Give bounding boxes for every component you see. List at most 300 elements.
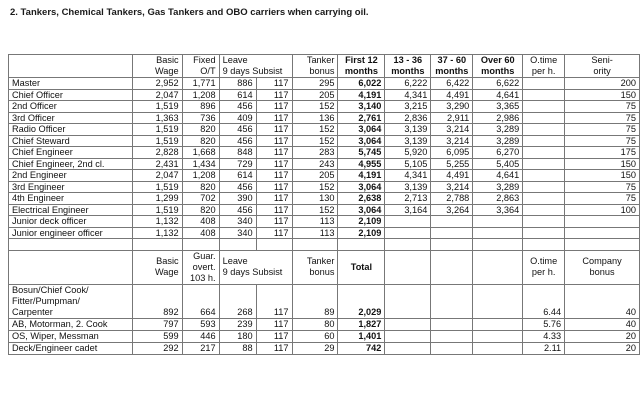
guar-overt-cell: 664: [182, 284, 219, 318]
leave-cell: 456: [219, 204, 256, 216]
rank-cell: Junior engineer officer: [9, 227, 133, 239]
otime-cell: [523, 135, 565, 147]
total-cell: 742: [338, 342, 385, 354]
header-basic-wage: [132, 55, 182, 78]
months-13-36-cell: 2,836: [385, 112, 431, 124]
leave-cell: 239: [219, 318, 256, 330]
fixed-ot-cell: 736: [182, 112, 219, 124]
otime-cell: [523, 78, 565, 90]
table-row: [9, 342, 640, 354]
leave-cell: 848: [219, 147, 256, 159]
rank-cell: Chief Engineer, 2nd cl.: [9, 158, 133, 170]
empty-cell: [431, 284, 473, 318]
months-37-60-cell: 2,788: [431, 193, 473, 205]
over-60-cell: 3,289: [473, 135, 523, 147]
table-row: [9, 112, 640, 124]
spacer-cell: [292, 239, 338, 251]
first-12-cell: 2,109: [338, 227, 385, 239]
otime-cell: 5.76: [523, 318, 565, 330]
rank-line: Bosun/Chief Cook/: [12, 284, 89, 295]
header-text: Basic: [156, 55, 179, 65]
spacer-cell: [523, 239, 565, 251]
seniority-cell: 75: [565, 112, 640, 124]
header-text: ority: [593, 66, 611, 76]
header-text: months: [391, 66, 425, 76]
leave-cell: 456: [219, 101, 256, 113]
subsist-cell: 117: [256, 193, 292, 205]
over-60-cell: 4,641: [473, 89, 523, 101]
subsist-cell: 117: [256, 284, 292, 318]
basic-wage-cell: 1,519: [132, 124, 182, 136]
header-text: 37 - 60: [437, 55, 467, 65]
basic-wage-cell: 1,132: [132, 216, 182, 228]
first-12-cell: 6,022: [338, 78, 385, 90]
tanker-bonus-cell: 243: [292, 158, 338, 170]
table-row: [9, 101, 640, 113]
basic-wage-cell: 2,047: [132, 170, 182, 182]
table-row: [9, 89, 640, 101]
guar-overt-cell: 217: [182, 342, 219, 354]
otime-cell: [523, 147, 565, 159]
header-tanker-bonus: [292, 55, 338, 78]
subsist-cell: 117: [256, 318, 292, 330]
header-text: O/T: [200, 66, 216, 76]
header-otime: [523, 55, 565, 78]
tanker-bonus-cell: 152: [292, 181, 338, 193]
tanker-bonus-cell: 283: [292, 147, 338, 159]
months-37-60-cell: [431, 216, 473, 228]
header-text: First 12: [345, 55, 378, 65]
basic-wage-cell: 2,431: [132, 158, 182, 170]
header-guar-overt: [182, 250, 219, 284]
seniority-cell: 150: [565, 89, 640, 101]
company-bonus-cell: 20: [565, 330, 640, 342]
empty-cell: [473, 330, 523, 342]
header-row: [9, 250, 640, 284]
header-text: per h.: [531, 267, 556, 277]
leave-cell: 614: [219, 170, 256, 182]
fixed-ot-cell: 1,208: [182, 89, 219, 101]
subsist-cell: 117: [256, 170, 292, 182]
seniority-cell: 75: [565, 181, 640, 193]
months-37-60-cell: 4,491: [431, 89, 473, 101]
header-first-12-months: [338, 55, 385, 78]
basic-wage-cell: 2,828: [132, 147, 182, 159]
months-37-60-cell: 3,264: [431, 204, 473, 216]
empty-cell: [473, 284, 523, 318]
otime-cell: 2.11: [523, 342, 565, 354]
company-bonus-cell: 20: [565, 342, 640, 354]
spacer-cell: [132, 239, 182, 251]
subsist-cell: 117: [256, 181, 292, 193]
header-leave: [219, 55, 292, 78]
leave-cell: 729: [219, 158, 256, 170]
months-13-36-cell: 3,164: [385, 204, 431, 216]
first-12-cell: 3,140: [338, 101, 385, 113]
seniority-cell: 150: [565, 170, 640, 182]
table-row: [9, 78, 640, 90]
months-13-36-cell: 4,341: [385, 89, 431, 101]
empty-cell: [385, 330, 431, 342]
header-37-60-months: [431, 55, 473, 78]
over-60-cell: 3,364: [473, 204, 523, 216]
spacer-cell: [431, 239, 473, 251]
header-text: Wage: [154, 267, 179, 277]
over-60-cell: 4,641: [473, 170, 523, 182]
spacer-cell: [219, 239, 256, 251]
table-row: [9, 135, 640, 147]
table-row: [9, 181, 640, 193]
months-37-60-cell: 6,422: [431, 78, 473, 90]
empty-cell: [385, 342, 431, 354]
tanker-bonus-cell: 152: [292, 101, 338, 113]
months-13-36-cell: 3,139: [385, 135, 431, 147]
table-row: [9, 216, 640, 228]
otime-cell: [523, 181, 565, 193]
header-text: Basic: [156, 256, 179, 266]
header-text: Company: [582, 256, 622, 266]
first-12-cell: 2,109: [338, 216, 385, 228]
months-37-60-cell: 3,214: [431, 135, 473, 147]
first-12-cell: 2,761: [338, 112, 385, 124]
company-bonus-cell: 40: [565, 284, 640, 318]
months-13-36-cell: 5,920: [385, 147, 431, 159]
tanker-bonus-cell: 60: [292, 330, 338, 342]
rank-cell: [9, 318, 133, 330]
empty-cell: [385, 318, 431, 330]
leave-cell: 88: [219, 342, 256, 354]
leave-cell: 886: [219, 78, 256, 90]
header-total: [338, 250, 385, 284]
table-row: [9, 124, 640, 136]
first-12-cell: 2,638: [338, 193, 385, 205]
tanker-bonus-cell: 29: [292, 342, 338, 354]
tanker-bonus-cell: 80: [292, 318, 338, 330]
first-12-cell: 4,191: [338, 89, 385, 101]
months-13-36-cell: 3,139: [385, 181, 431, 193]
header-seniority: [565, 55, 640, 78]
rank-cell: 2nd Officer: [9, 101, 133, 113]
leave-cell: 456: [219, 124, 256, 136]
empty-cell: [431, 330, 473, 342]
header-text: bonus: [589, 267, 615, 277]
first-12-cell: 5,745: [338, 147, 385, 159]
months-13-36-cell: [385, 216, 431, 228]
leave-cell: 409: [219, 112, 256, 124]
basic-wage-cell: 1,519: [132, 101, 182, 113]
header-text: months: [435, 66, 469, 76]
leave-cell: 456: [219, 135, 256, 147]
otime-cell: [523, 204, 565, 216]
empty-cell: [431, 342, 473, 354]
header-text: 9 days Subsist: [222, 267, 283, 277]
fixed-ot-cell: 702: [182, 193, 219, 205]
basic-wage-cell: 797: [132, 318, 182, 330]
tanker-bonus-cell: 136: [292, 112, 338, 124]
over-60-cell: 2,986: [473, 112, 523, 124]
months-13-36-cell: 3,215: [385, 101, 431, 113]
total-cell: 1,827: [338, 318, 385, 330]
tanker-bonus-cell: 152: [292, 124, 338, 136]
header-text: Leave: [222, 256, 248, 266]
months-37-60-cell: [431, 227, 473, 239]
fixed-ot-cell: 820: [182, 181, 219, 193]
empty-cell: [473, 318, 523, 330]
months-37-60-cell: 5,255: [431, 158, 473, 170]
otime-cell: [523, 158, 565, 170]
header-company-bonus: [565, 250, 640, 284]
header-text: Guar.: [193, 250, 216, 261]
spacer-cell: [565, 239, 640, 251]
subsist-cell: 117: [256, 227, 292, 239]
table-row: [9, 158, 640, 170]
header-empty: [431, 250, 473, 284]
first-12-cell: 3,064: [338, 204, 385, 216]
header-text: Total: [350, 261, 373, 272]
tanker-bonus-cell: 89: [292, 284, 338, 318]
subsist-cell: 117: [256, 135, 292, 147]
fixed-ot-cell: 1,208: [182, 170, 219, 182]
otime-cell: [523, 216, 565, 228]
fixed-ot-cell: 408: [182, 227, 219, 239]
header-text: months: [344, 66, 378, 76]
spacer-cell: [473, 239, 523, 251]
rank-line: Fitter/Pumpman/: [12, 295, 80, 306]
otime-cell: 4.33: [523, 330, 565, 342]
over-60-cell: 6,622: [473, 78, 523, 90]
header-cell-rank: [9, 250, 133, 284]
seniority-cell: [565, 216, 640, 228]
header-empty: [473, 250, 523, 284]
tanker-bonus-cell: 152: [292, 135, 338, 147]
subsist-cell: 117: [256, 330, 292, 342]
company-bonus-cell: 40: [565, 318, 640, 330]
header-text: Over 60: [480, 55, 515, 65]
rank-cell: [9, 342, 133, 354]
header-text: Tanker: [306, 256, 335, 266]
table-row: [9, 318, 640, 330]
leave-cell: 340: [219, 227, 256, 239]
rank-cell: [9, 284, 133, 318]
leave-cell: 180: [219, 330, 256, 342]
header-text: overt.: [192, 261, 216, 272]
basic-wage-cell: 599: [132, 330, 182, 342]
over-60-cell: 3,289: [473, 181, 523, 193]
months-13-36-cell: 3,139: [385, 124, 431, 136]
table-row: [9, 227, 640, 239]
spacer-cell: [385, 239, 431, 251]
rank-cell: Junior deck officer: [9, 216, 133, 228]
header-text: bonus: [309, 66, 335, 76]
fixed-ot-cell: 1,434: [182, 158, 219, 170]
empty-cell: [431, 318, 473, 330]
tanker-bonus-cell: 205: [292, 89, 338, 101]
basic-wage-cell: 1,363: [132, 112, 182, 124]
header-fixed-ot: [182, 55, 219, 78]
fixed-ot-cell: 820: [182, 135, 219, 147]
spacer-cell: [256, 239, 292, 251]
spacer-cell: [338, 239, 385, 251]
header-13-36-months: [385, 55, 431, 78]
seniority-cell: [565, 227, 640, 239]
table-row: [9, 193, 640, 205]
header-basic-wage: [132, 250, 182, 284]
tanker-bonus-cell: 152: [292, 204, 338, 216]
months-13-36-cell: 6,222: [385, 78, 431, 90]
basic-wage-cell: 2,047: [132, 89, 182, 101]
tanker-bonus-cell: 113: [292, 227, 338, 239]
header-text: per h.: [531, 66, 556, 76]
otime-cell: 6.44: [523, 284, 565, 318]
fixed-ot-cell: 408: [182, 216, 219, 228]
subsist-cell: 117: [256, 342, 292, 354]
basic-wage-cell: 1,519: [132, 181, 182, 193]
over-60-cell: 2,863: [473, 193, 523, 205]
rank-line: Deck/Engineer cadet: [12, 342, 98, 353]
fixed-ot-cell: 896: [182, 101, 219, 113]
basic-wage-cell: 1,299: [132, 193, 182, 205]
guar-overt-cell: 446: [182, 330, 219, 342]
first-12-cell: 4,191: [338, 170, 385, 182]
table-row: [9, 330, 640, 342]
header-text: O.time: [530, 256, 558, 266]
header-text: Fixed: [193, 55, 216, 65]
seniority-cell: 75: [565, 124, 640, 136]
tanker-bonus-cell: 205: [292, 170, 338, 182]
header-text: Seni-: [591, 55, 613, 65]
rank-cell: 2nd Engineer: [9, 170, 133, 182]
tanker-bonus-cell: 130: [292, 193, 338, 205]
seniority-cell: 175: [565, 147, 640, 159]
leave-cell: 614: [219, 89, 256, 101]
otime-cell: [523, 124, 565, 136]
fixed-ot-cell: 820: [182, 204, 219, 216]
rank-cell: 3rd Officer: [9, 112, 133, 124]
seniority-cell: 75: [565, 135, 640, 147]
otime-cell: [523, 193, 565, 205]
header-text: Wage: [154, 66, 179, 76]
empty-cell: [385, 284, 431, 318]
subsist-cell: 117: [256, 112, 292, 124]
over-60-cell: 3,289: [473, 124, 523, 136]
months-37-60-cell: 2,911: [431, 112, 473, 124]
leave-cell: 268: [219, 284, 256, 318]
seniority-cell: 150: [565, 158, 640, 170]
rank-cell: 3rd Engineer: [9, 181, 133, 193]
over-60-cell: 3,365: [473, 101, 523, 113]
header-over-60-months: [473, 55, 523, 78]
basic-wage-cell: 1,519: [132, 204, 182, 216]
spacer-cell: [182, 239, 219, 251]
subsist-cell: 117: [256, 101, 292, 113]
basic-wage-cell: 1,132: [132, 227, 182, 239]
rank-line: Carpenter: [12, 306, 53, 317]
page-title: 2. Tankers, Chemical Tankers, Gas Tankers and OBO carriers when carrying oil.: [10, 7, 369, 18]
first-12-cell: 3,064: [338, 135, 385, 147]
months-37-60-cell: 3,290: [431, 101, 473, 113]
over-60-cell: [473, 227, 523, 239]
rank-cell: Master: [9, 78, 133, 90]
rank-cell: Radio Officer: [9, 124, 133, 136]
months-13-36-cell: 2,713: [385, 193, 431, 205]
over-60-cell: 5,405: [473, 158, 523, 170]
months-37-60-cell: 3,214: [431, 124, 473, 136]
months-37-60-cell: 6,095: [431, 147, 473, 159]
rank-cell: Chief Steward: [9, 135, 133, 147]
rank-line: OS, Wiper, Messman: [12, 330, 99, 341]
wage-table: [8, 54, 640, 355]
header-row: [9, 55, 640, 78]
header-otime: [523, 250, 565, 284]
header-text: bonus: [309, 267, 335, 277]
subsist-cell: 117: [256, 78, 292, 90]
tanker-bonus-cell: 113: [292, 216, 338, 228]
spacer-cell: [9, 239, 133, 251]
total-cell: 1,401: [338, 330, 385, 342]
seniority-cell: 200: [565, 78, 640, 90]
first-12-cell: 3,064: [338, 181, 385, 193]
otime-cell: [523, 112, 565, 124]
months-13-36-cell: 5,105: [385, 158, 431, 170]
rank-line: AB, Motorman, 2. Cook: [12, 318, 108, 329]
fixed-ot-cell: 820: [182, 124, 219, 136]
basic-wage-cell: 2,952: [132, 78, 182, 90]
leave-cell: 390: [219, 193, 256, 205]
header-text: 13 - 36: [393, 55, 423, 65]
rank-cell: Chief Officer: [9, 89, 133, 101]
subsist-cell: 117: [256, 204, 292, 216]
fixed-ot-cell: 1,771: [182, 78, 219, 90]
otime-cell: [523, 227, 565, 239]
header-text: 9 days Subsist: [222, 66, 283, 76]
total-cell: 2,029: [338, 284, 385, 318]
basic-wage-cell: 892: [132, 284, 182, 318]
seniority-cell: 75: [565, 193, 640, 205]
table-row: [9, 284, 640, 318]
otime-cell: [523, 101, 565, 113]
header-tanker-bonus: [292, 250, 338, 284]
subsist-cell: 117: [256, 124, 292, 136]
leave-cell: 456: [219, 181, 256, 193]
tanker-bonus-cell: 295: [292, 78, 338, 90]
header-text: O.time: [530, 55, 558, 65]
guar-overt-cell: 593: [182, 318, 219, 330]
months-37-60-cell: 3,214: [431, 181, 473, 193]
rank-cell: Electrical Engineer: [9, 204, 133, 216]
rank-cell: 4th Engineer: [9, 193, 133, 205]
header-text: Leave: [222, 55, 248, 65]
header-empty: [385, 250, 431, 284]
months-37-60-cell: 4,491: [431, 170, 473, 182]
header-text: months: [481, 66, 515, 76]
subsist-cell: 117: [256, 89, 292, 101]
subsist-cell: 117: [256, 158, 292, 170]
otime-cell: [523, 170, 565, 182]
empty-cell: [473, 342, 523, 354]
over-60-cell: [473, 216, 523, 228]
first-12-cell: 4,955: [338, 158, 385, 170]
basic-wage-cell: 1,519: [132, 135, 182, 147]
header-cell-rank: [9, 55, 133, 78]
basic-wage-cell: 292: [132, 342, 182, 354]
over-60-cell: 6,270: [473, 147, 523, 159]
section-spacer: [9, 239, 640, 251]
subsist-cell: 117: [256, 147, 292, 159]
subsist-cell: 117: [256, 216, 292, 228]
months-13-36-cell: 4,341: [385, 170, 431, 182]
rank-cell: [9, 330, 133, 342]
first-12-cell: 3,064: [338, 124, 385, 136]
